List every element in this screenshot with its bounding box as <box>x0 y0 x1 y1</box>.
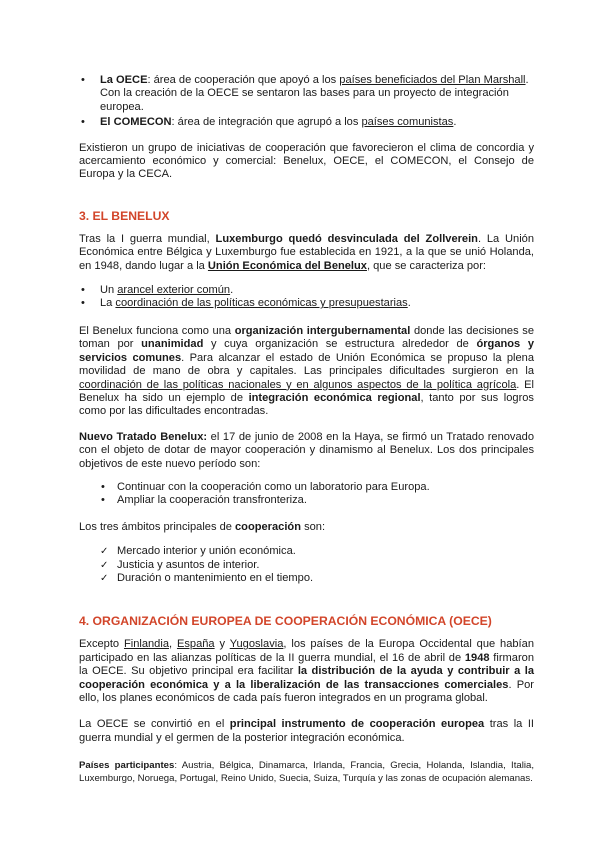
link-espana[interactable]: España <box>176 638 215 651</box>
text: Continuar con la cooperación como un laboratorio para Europa. <box>117 480 430 493</box>
participants-label: Países participantes <box>79 760 175 772</box>
bullet-icon: • <box>81 284 85 297</box>
link-finlandia[interactable]: Finlandia <box>123 638 169 651</box>
text: . <box>407 297 411 310</box>
link-coordinacion-nacionales[interactable]: coordinación de las políticas nacionales y en algunos aspectos de la política agrícola <box>79 378 517 391</box>
benelux-paragraph-4 <box>79 521 534 534</box>
list-item <box>79 572 534 585</box>
link-plan-marshall[interactable]: países beneficiados del Plan Marshall <box>339 74 526 86</box>
section-heading-oece: 4. ORGANIZACIÓN EUROPEA DE COOPERACIÓN ECONÓMICA (OECE) <box>79 614 492 629</box>
benelux-paragraph-1 <box>79 233 534 273</box>
bold-text: cooperación <box>235 520 301 533</box>
list-item <box>79 116 534 129</box>
bold-text: organización intergubernamental <box>234 324 411 337</box>
text: Justicia y asuntos de interior. <box>117 558 260 571</box>
oece-paragraph-2 <box>79 718 534 745</box>
text: Los tres ámbitos principales de <box>79 520 236 533</box>
text: Ampliar la cooperación transfronteriza. <box>117 494 307 507</box>
list-item <box>79 481 534 494</box>
bold-text: principal instrumento de cooperación europea <box>229 718 485 731</box>
benelux-paragraph-3 <box>79 431 534 471</box>
text: , <box>169 638 177 651</box>
text: , que se caracteriza por: <box>366 259 486 272</box>
term-oece: La OECE <box>100 74 148 86</box>
text: tras la II guerra mundial y el germen de la posterior integración económica. <box>79 718 534 744</box>
bullet-icon: • <box>101 480 105 493</box>
link-coordinacion-politicas[interactable]: coordinación de las políticas económicas y presupuestarias <box>115 297 408 310</box>
list-item <box>79 297 534 310</box>
bold-text: integración económica regional <box>248 391 421 404</box>
list-item <box>79 559 534 572</box>
text: : área de cooperación que apoyó a los <box>147 74 340 86</box>
link-arancel[interactable]: arancel exterior común <box>117 284 231 297</box>
text: Tras la I guerra mundial, <box>79 232 216 245</box>
text: El Benelux funciona como una <box>79 324 235 337</box>
list-item <box>79 545 534 558</box>
list-item <box>79 74 534 114</box>
benelux-paragraph-2 <box>79 325 534 419</box>
text: . El Benelux ha sido un ejemplo de <box>79 378 534 404</box>
document-page <box>79 74 534 785</box>
checkmark-icon: ✓ <box>100 572 109 584</box>
bullet-icon: • <box>81 74 85 86</box>
text: el 17 de junio de 2008 en la Haya, se firmó un Tratado renovado con el objeto de dotar de mayor cooperación y dinamismo al Benelux. Los dos principales objetivos de este nuevo período son: <box>79 430 534 470</box>
intro-paragraph: Existieron un grupo de iniciativas de cooperación que favorecieron el clima de concordia y acercamiento económico y comercial: Benelux, OECE, el COMECON, el Consejo de Europa y la CECA. <box>79 141 534 181</box>
text: . Para alcanzar el estado de Unión Económica se propuso la plena movilidad de mano de obra y capitales. Las principales dificultades surgieron en la <box>79 351 534 378</box>
text: firmaron la OECE. Su objetivo principal era facilitar <box>79 651 534 678</box>
bold-text: órganos y servicios comunes <box>79 338 535 364</box>
bold-text: Luxemburgo quedó desvinculada del Zollverein <box>215 232 478 245</box>
section-heading-benelux: 3. EL BENELUX <box>79 208 170 223</box>
text: . Con la creación de la OECE se sentaron las bases para un proyecto de integración europea. <box>100 74 529 113</box>
text: son: <box>300 520 326 533</box>
bold-text: 1948 <box>464 651 490 664</box>
text: y cuya organización se estructura alrededor de <box>203 338 477 351</box>
benelux-features-list <box>79 284 534 311</box>
text: . La Unión Económica entre Bélgica y Luxemburgo fue establecida en 1921, a la que se unió Holanda, en 1948, dando lugar a la <box>79 232 534 272</box>
text: Mercado interior y unión económica. <box>117 545 296 558</box>
text: Un <box>100 284 118 297</box>
text: , los países de la Europa Occidental que habían participado en las alianzas políticas de la II guerra mundial, el 16 de abril de <box>79 638 534 664</box>
text: Duración o mantenimiento en el tiempo. <box>117 571 314 584</box>
term-comecon: El COMECON <box>100 116 172 129</box>
bold-text: Nuevo Tratado Benelux: <box>79 430 208 443</box>
text: La <box>100 297 116 310</box>
text: , tanto por sus logros como por las dificultades encontradas. <box>79 391 534 418</box>
bold-text: la distribución de la ayuda y contribuir a la cooperación económica y a la liberalización de las transacciones comerciales <box>79 665 534 691</box>
intro-list <box>79 74 534 130</box>
list-item <box>79 284 534 297</box>
bullet-icon: • <box>81 297 85 310</box>
checkmark-icon: ✓ <box>100 559 109 571</box>
bold-text: unanimidad <box>141 338 204 351</box>
link-union-economica-benelux[interactable]: Unión Económica del Benelux <box>207 259 367 272</box>
text: : área de integración que agrupó a los <box>171 116 362 129</box>
oece-participants <box>79 760 534 785</box>
list-item <box>79 494 534 507</box>
checkmark-icon: ✓ <box>100 546 109 558</box>
benelux-objectives-list <box>79 481 534 508</box>
text: . <box>230 284 234 297</box>
text: . <box>453 116 457 129</box>
text: Excepto <box>79 638 124 651</box>
bullet-icon: • <box>101 494 105 507</box>
text: . Por ello, los planes económicos de cada país fueron integrados en un programa global. <box>79 678 534 704</box>
bullet-icon: • <box>81 116 85 129</box>
benelux-areas-list <box>79 545 534 585</box>
text: donde las decisiones se toman por <box>79 324 535 351</box>
text: y <box>214 638 230 651</box>
oece-paragraph-1 <box>79 638 534 705</box>
text: La OECE se convirtió en el <box>79 718 230 731</box>
participants-text: : Austria, Bélgica, Dinamarca, Irlanda, Francia, Grecia, Holanda, Islandia, Italia, Luxemburgo, Noruega, Portugal, Reino Unido, Suecia, Suiza, Turquía y las zonas de ocupación alemanas. <box>79 760 534 784</box>
link-yugoslavia[interactable]: Yugoslavia <box>229 638 284 651</box>
link-paises-comunistas[interactable]: países comunistas <box>361 116 454 129</box>
